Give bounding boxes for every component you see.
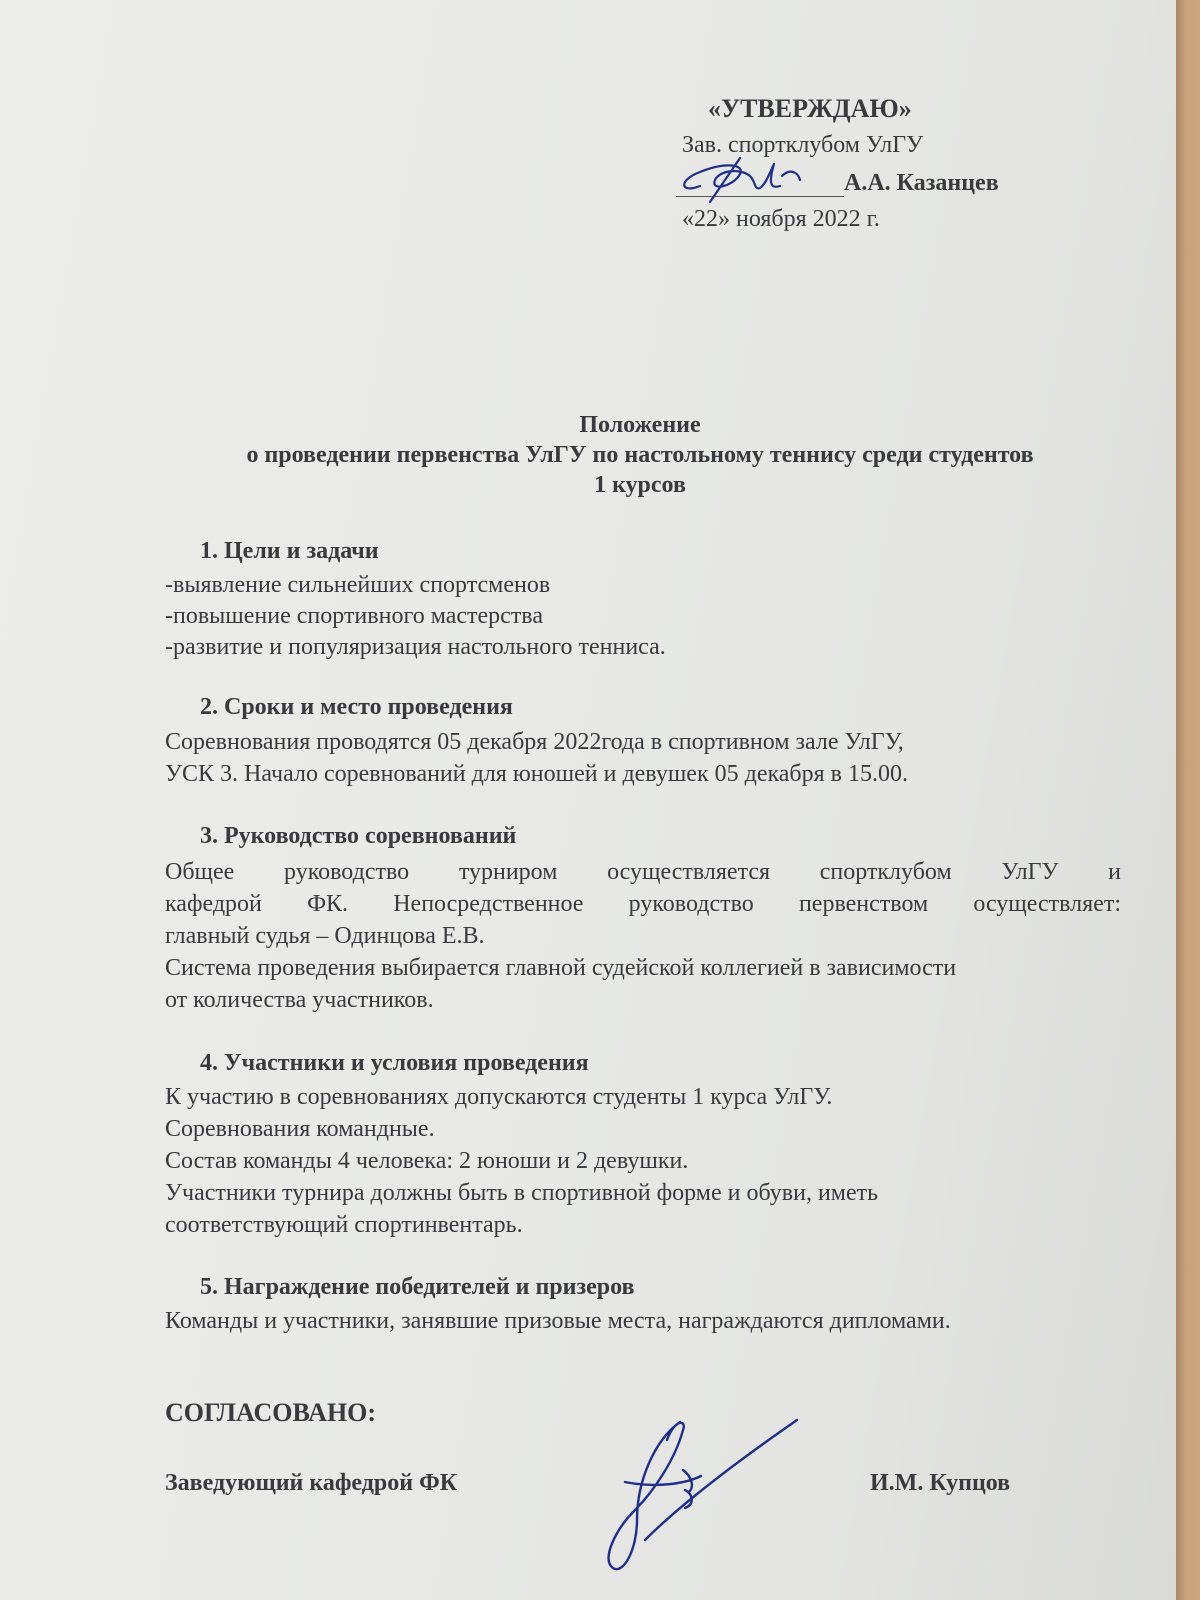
table-edge-background: [1176, 0, 1200, 1600]
section-5-heading: 5. Награждение победителей и призеров: [200, 1274, 635, 1300]
title-line-1: Положение: [579, 412, 701, 438]
agreement-title: СОГЛАСОВАНО:: [165, 1398, 377, 1427]
section-1-heading: 1. Цели и задачи: [200, 538, 379, 564]
section-2-heading: 2. Сроки и место проведения: [200, 694, 513, 720]
title-line-2: о проведении первенства УлГУ по настольному теннису среди студентов: [246, 442, 1034, 468]
section-4-line-4: Участники турнира должны быть в спортивной форме и обуви, иметь: [165, 1180, 879, 1206]
section-2-line-1: Соревнования проводятся 05 декабря 2022года в спортивном зале УлГУ,: [165, 729, 904, 755]
section-5-line-1: Команды и участники, занявшие призовые места, награждаются дипломами.: [165, 1308, 951, 1334]
agreement-signature-image: [575, 1410, 815, 1590]
section-2-line-2: УСК 3. Начало соревнований для юношей и девушек 05 декабря в 15.00.: [165, 761, 909, 787]
agreement-name: И.М. Купцов: [870, 1470, 1011, 1496]
section-4-line-2: Соревнования командные.: [165, 1116, 435, 1142]
approval-date: «22» ноября 2022 г.: [682, 206, 880, 232]
title-line-3: 1 курсов: [594, 472, 686, 498]
approval-name: А.А. Казанцев: [844, 170, 999, 196]
section-3-line-3: главный судья – Одинцова Е.В.: [165, 923, 485, 949]
section-4-line-5: соответствующий спортинвентарь.: [165, 1212, 523, 1238]
section-3-line-1: Общее руководство турниром осуществляется спортклубом УлГУ и: [165, 859, 1121, 885]
section-1-line-2: -повышение спортивного мастерства: [165, 603, 543, 629]
section-1-line-1: -выявление сильнейших спортсменов: [165, 572, 551, 598]
section-1-line-3: -развитие и популяризация настольного тенниса.: [165, 634, 666, 660]
section-3-line-2: кафедрой ФК. Непосредственное руководство первенством осуществляет:: [165, 891, 1121, 917]
approval-position: Зав. спортклубом УлГУ: [682, 132, 924, 158]
approval-signature-image: [670, 150, 830, 210]
agreement-position: Заведующий кафедрой ФК: [165, 1470, 458, 1496]
section-4-line-1: К участию в соревнованиях допускаются студенты 1 курса УлГУ.: [165, 1084, 833, 1110]
document-title: [160, 410, 1120, 500]
approval-title: «УТВЕРЖДАЮ»: [708, 94, 912, 123]
section-3-line-4: Система проведения выбирается главной судейской коллегией в зависимости: [165, 955, 957, 981]
section-4-line-3: Состав команды 4 человека: 2 юноши и 2 девушки.: [165, 1148, 689, 1174]
section-3-line-5: от количества участников.: [165, 987, 434, 1013]
section-3-heading: 3. Руководство соревнований: [200, 823, 517, 849]
section-4-heading: 4. Участники и условия проведения: [200, 1050, 589, 1076]
